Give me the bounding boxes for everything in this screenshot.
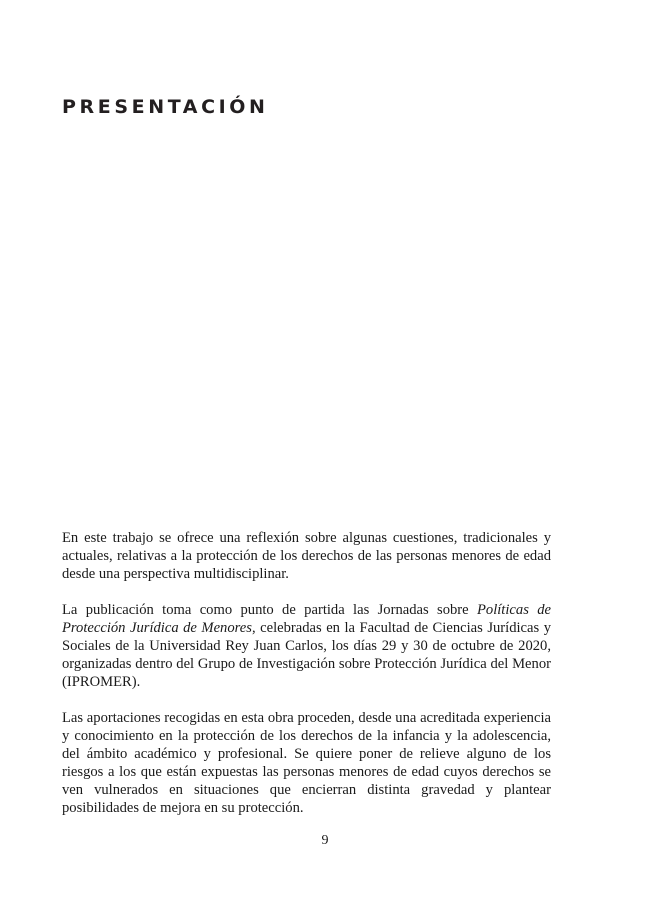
paragraph-origin: [62, 601, 551, 691]
paragraph-origin-text-after: , celebradas en la Facultad de Ciencias Jurídicas y Sociales de la Universidad Rey Juan Carlos, los días 29 y 30 de octubre de 2020, organizadas dentro del Grupo de Investigación sobre Protección Jurídica del Menor (IPROMER).: [62, 620, 551, 690]
paragraph-origin-text-before: La publicación toma como punto de partida las Jornadas sobre: [62, 602, 477, 618]
paragraph-contributions: Las aportaciones recogidas en esta obra proceden, desde una acreditada experiencia y conocimiento en la protección de los derechos de la infancia y la adolescencia, del ámbito académico y profesional. Se quiere poner de relieve alguno de los riesgos a los que están expuestas las personas menores de edad cuyos derechos se ven vulnerados en situaciones que encierran distinta gravedad y plantear posibilidades de mejora en su protección.: [62, 710, 551, 816]
page-title: PRESENTACIÓN: [62, 96, 269, 118]
body-text: [62, 529, 551, 817]
event-title: Políticas de Protección Jurídica de Menores: [62, 602, 551, 636]
page-number: 9: [321, 833, 329, 848]
paragraph-intro: En este trabajo se ofrece una reflexión sobre algunas cuestiones, tradicionales y actuales, relativas a la protección de los derechos de las personas menores de edad desde una perspectiva multidisciplinar.: [62, 530, 551, 582]
